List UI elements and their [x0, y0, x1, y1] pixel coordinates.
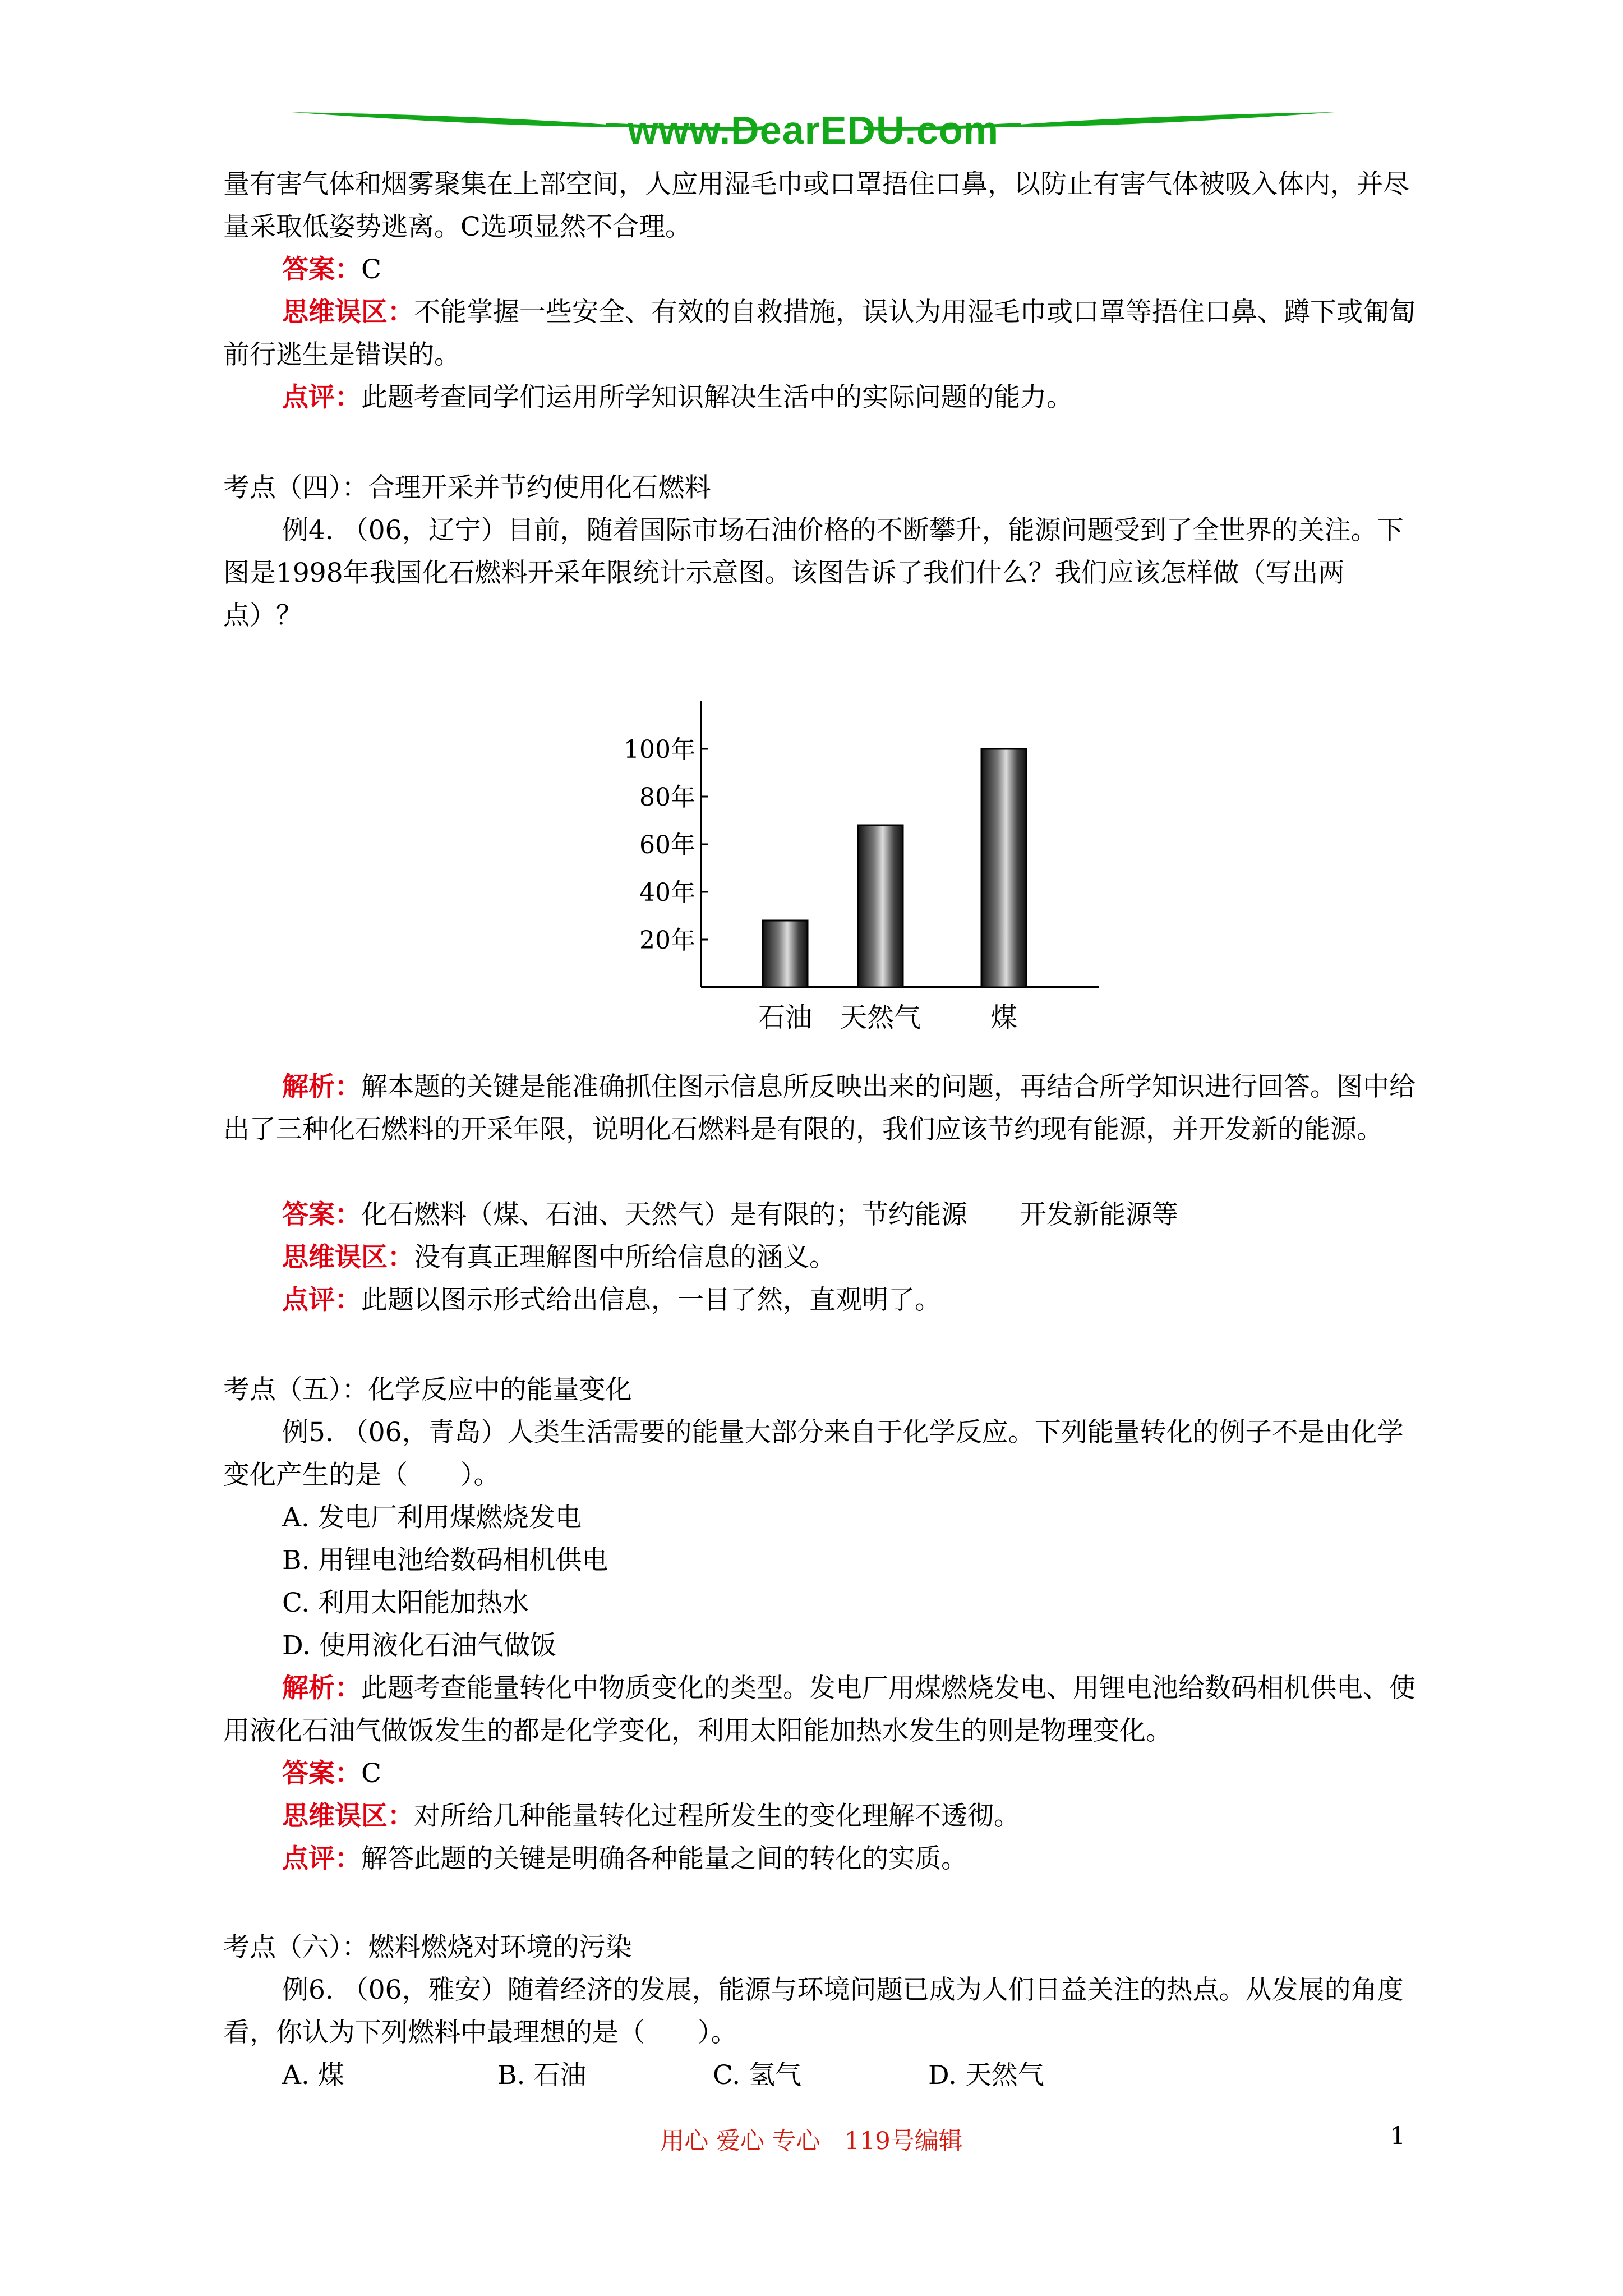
option-b: B. 石油: [497, 2060, 587, 2091]
question-text: 例6. （06，雅安）随着经济的发展，能源与环境问题已成为人们日益关注的热点。从发展的角度看，你认为下列燃料中最理想的是（ ）。: [223, 1975, 1404, 2048]
site-banner: [292, 95, 1335, 163]
option-b: B. 用锂电池给数码相机供电: [282, 1545, 608, 1576]
site-logo[interactable]: www.DearEDU.com: [627, 108, 999, 152]
comment-text: 此题以图示形式给出信息，一目了然，直观明了。: [361, 1285, 941, 1315]
y-tick-label: 40年: [639, 878, 695, 907]
x-tick-label: 石油: [758, 1002, 813, 1033]
bar-chart: [561, 690, 1122, 1049]
mistake-line: [223, 1795, 1418, 1838]
comment-line: [223, 376, 1418, 419]
bar: [763, 921, 808, 987]
mistake-text: 不能掌握一些安全、有效的自救措施，误认为用湿毛巾或口罩等捂住口鼻、蹲下或匍匐前行逃生是错误的。: [223, 297, 1415, 370]
analysis-label: 解析：: [282, 1673, 361, 1704]
option-row: [282, 2054, 1144, 2097]
option-d: D. 使用液化石油气做饭: [282, 1630, 556, 1661]
analysis-label: 解析：: [282, 1071, 361, 1102]
section-title: 考点（五）：化学反应中的能量变化: [223, 1374, 632, 1405]
comment-line: [223, 1279, 1418, 1322]
analysis-text: 解本题的关键是能准确抓住图示信息所反映出来的问题，再结合所学知识进行回答。图中给出了三种化石燃料的开采年限，说明化石燃料是有限的，我们应该节约现有能源，并开发新的能源。: [223, 1071, 1415, 1145]
option-a: A. 煤: [282, 2060, 344, 2091]
analysis-text: 此题考查能量转化中物质变化的类型。发电厂用煤燃烧发电、用锂电池给数码相机供电、使用液化石油气做饭发生的都是化学变化，利用太阳能加热水发生的则是物理变化。: [223, 1673, 1415, 1746]
y-tick-label: 20年: [639, 926, 695, 955]
answer-line: [223, 1194, 1418, 1236]
analysis-line: [223, 1066, 1418, 1151]
y-tick-label: 80年: [639, 783, 695, 812]
answer-text: C: [361, 254, 381, 285]
y-tick-label: 60年: [639, 831, 695, 859]
mistake-label: 思维误区：: [282, 297, 414, 328]
mistake-line: [223, 1236, 1418, 1279]
analysis-line: [223, 1667, 1418, 1752]
section-title: 考点（四）：合理开采并节约使用化石燃料: [223, 472, 711, 503]
comment-text: 此题考查同学们运用所学知识解决生活中的实际问题的能力。: [361, 382, 1073, 413]
comment-text: 解答此题的关键是明确各种能量之间的转化的实质。: [361, 1843, 967, 1874]
option-d: D. 天然气: [928, 2060, 1044, 2091]
option-c: C. 氢气: [713, 2060, 802, 2091]
option-c: C. 利用太阳能加热水: [282, 1588, 529, 1618]
x-tick-label: 天然气: [840, 1002, 921, 1033]
mistake-text: 对所给几种能量转化过程所发生的变化理解不透彻。: [414, 1801, 1020, 1832]
question-text: 例4. （06，辽宁）目前，随着国际市场石油价格的不断攀升，能源问题受到了全世界的关注。下图是1998年我国化石燃料开采年限统计示意图。该图告诉了我们什么？我们应该怎样做（写出两点）？: [223, 515, 1404, 631]
mistake-label: 思维误区：: [282, 1801, 414, 1832]
answer-text: C: [361, 1758, 381, 1789]
section-title: 考点（六）：燃料燃烧对环境的污染: [223, 1932, 632, 1963]
mistake-line: [223, 291, 1418, 376]
comment-label: 点评：: [282, 1285, 361, 1315]
comment-label: 点评：: [282, 1843, 361, 1874]
answer-label: 答案：: [282, 1758, 361, 1789]
answer-label: 答案：: [282, 254, 361, 285]
answer-line: [223, 249, 1418, 291]
mistake-label: 思维误区：: [282, 1242, 414, 1273]
comment-label: 点评：: [282, 382, 361, 413]
option-a: A. 发电厂利用煤燃烧发电: [282, 1502, 582, 1533]
paragraph-continuation: 量有害气体和烟雾聚集在上部空间，人应用湿毛巾或口罩捂住口鼻，以防止有害气体被吸入体内，并尽量采取低姿势逃离。C选项显然不合理。: [223, 169, 1409, 242]
x-tick-label: 煤: [990, 1002, 1018, 1033]
question-text: 例5. （06，青岛）人类生活需要的能量大部分来自于化学反应。下列能量转化的例子不是由化学变化产生的是（ ）。: [223, 1417, 1404, 1490]
page-number: 1: [1390, 2122, 1405, 2150]
bar: [981, 749, 1026, 987]
bar-chart-svg: [561, 690, 1122, 1049]
answer-line: [223, 1752, 1418, 1795]
y-tick-label: 100年: [624, 735, 695, 764]
answer-label: 答案：: [282, 1199, 361, 1230]
mistake-text: 没有真正理解图中所给信息的涵义。: [414, 1242, 836, 1273]
comment-line: [223, 1838, 1418, 1880]
bar: [858, 825, 903, 987]
page-footer: 用心 爱心 专心 119号编辑: [660, 2127, 963, 2155]
answer-text: 化石燃料（煤、石油、天然气）是有限的；节约能源 开发新能源等: [361, 1199, 1178, 1230]
